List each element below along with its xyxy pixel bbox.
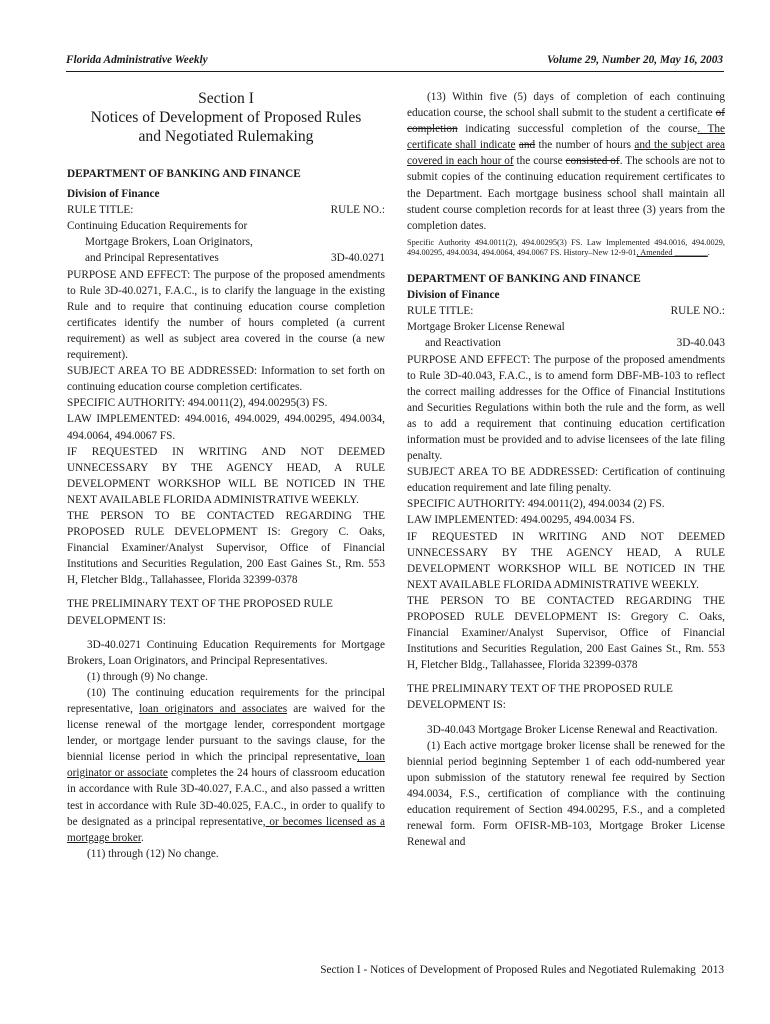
rule-no-label: RULE NO.: [330, 204, 385, 217]
rule-title-row [67, 202, 385, 218]
rule-subsection: (11) through (12) No change. [87, 847, 219, 860]
inserted-text: , or becomes licensed as a mortgage broker [67, 815, 385, 844]
inserted-text: . The certificate shall indicate [407, 123, 725, 152]
law-implemented-paragraph: LAW IMPLEMENTED: 494.0016, 494.0029, 494.00295, 494.0034, 494.0064, 494.0067 FS. [67, 413, 385, 442]
rule-title-line: and Principal Representatives [85, 252, 219, 265]
department-heading: DEPARTMENT OF BANKING AND FINANCE [407, 273, 641, 286]
publication-name: Florida Administrative Weekly [66, 54, 208, 66]
section-title-line2: and Negotiated Rulemaking [138, 128, 314, 145]
subject-paragraph: SUBJECT AREA TO BE ADDRESSED: Information to set forth on continuing education course completion certificates. [67, 365, 385, 394]
preliminary-text-heading: THE PRELIMINARY TEXT OF THE PROPOSED RULE DEVELOPMENT IS: [67, 598, 333, 627]
rule-title-row [407, 335, 725, 351]
rule-title-line: Mortgage Broker License Renewal [407, 321, 565, 334]
rule-title-line: and Reactivation [425, 337, 501, 350]
rule-number: 3D-40.043 [676, 337, 725, 350]
rule-no-label: RULE NO.: [670, 305, 725, 318]
inserted-text: loan originators and associates [139, 703, 288, 715]
deleted-text: of completion [407, 107, 725, 136]
page-number: 2013 [701, 964, 724, 976]
section-title-line1: Notices of Development of Proposed Rules [90, 109, 362, 126]
preliminary-text-heading: THE PRELIMINARY TEXT OF THE PROPOSED RULE DEVELOPMENT IS: [407, 683, 673, 712]
law-implemented-paragraph: LAW IMPLEMENTED: 494.00295, 494.0034 FS. [407, 514, 635, 527]
rule-title-line: Mortgage Brokers, Loan Originators, [85, 236, 253, 249]
division-heading: Division of Finance [407, 289, 500, 302]
right-column [407, 89, 725, 850]
rule-title-label: RULE TITLE: [67, 204, 134, 217]
purpose-paragraph: PURPOSE AND EFFECT: The purpose of the proposed amendments to Rule 3D-40.0271, F.A.C., is to clarify the language in the existing Rule and to require that continuing education course completion certificates identify the number of hours completed (a current requirement) as well as subject area covered in the course (a new requirement). [67, 268, 385, 362]
authority-paragraph: SPECIFIC AUTHORITY: 494.0011(2), 494.00295(3) FS. [67, 397, 328, 410]
inserted-text: and the subject area covered in each hour of [407, 139, 725, 168]
subject-paragraph: SUBJECT AREA TO BE ADDRESSED: Certification of continuing education requirement and late filing penalty. [407, 466, 725, 495]
inserted-text: , loan originator or associate [67, 751, 385, 780]
deleted-text: and [518, 139, 536, 152]
rule-title-row [407, 303, 725, 319]
authority-paragraph: SPECIFIC AUTHORITY: 494.0011(2), 494.0034 (2) FS. [407, 498, 665, 511]
department-heading: DEPARTMENT OF BANKING AND FINANCE [67, 168, 301, 180]
workshop-paragraph: IF REQUESTED IN WRITING AND NOT DEEMED UNNECESSARY BY THE AGENCY HEAD, A RULE DEVELOPMENT WORKSHOP WILL BE NOTICED IN THE NEXT AVAILABLE FLORIDA ADMINISTRATIVE WEEKLY. [67, 445, 385, 506]
rule-number: 3D-40.0271 [330, 252, 385, 265]
rule-title-row [67, 250, 385, 266]
rule-text-heading: 3D-40.043 Mortgage Broker License Renewal and Reactivation. [427, 723, 718, 736]
rule-subsection: (1) Each active mortgage broker license shall be renewed for the biennial period beginning September 1 of each odd-numbered year upon submission of the statutory renewal fee required by Section 494.0034, F.S., certification of compliance with the continuing education requirement of Section 494.00295, F.S., and a completed renewal form. Form OFISR-MB-103, Mortgage Broker License Renewal and [407, 739, 725, 849]
division-heading: Division of Finance [67, 188, 160, 201]
rule-text-heading: 3D-40.0271 Continuing Education Requirements for Mortgage Brokers, Loan Originators, and Principal Representatives. [67, 638, 385, 667]
footer-text: Section I - Notices of Development of Proposed Rules and Negotiated Rulemaking [320, 964, 696, 976]
rule-title-line: Continuing Education Requirements for [67, 220, 248, 233]
section-heading [67, 89, 385, 146]
left-column [67, 89, 385, 862]
rule-subsection: (13) Within five (5) days of completion of each continuing education course, the school shall submit to the student a certificate of completion indicating successful completion of the course. The certificate shall indicate and the number of hours and the subject area covered in each hour of the course consisted of. The schools are not to submit copies of the continuing education requirement certificates to the Department. Each mortgage business school shall maintain all student course completion records for at least three (3) years from the completion dates. [407, 91, 725, 232]
workshop-paragraph: IF REQUESTED IN WRITING AND NOT DEEMED UNNECESSARY BY THE AGENCY HEAD, A RULE DEVELOPMENT WORKSHOP WILL BE NOTICED IN THE NEXT AVAILABLE FLORIDA ADMINISTRATIVE WEEKLY. [407, 530, 725, 591]
history-note: Specific Authority 494.0011(2), 494.00295(3) FS. Law Implemented 494.0016, 494.0029, 494.00295, 494.0034, 494.0064, 494.0067 FS. History–New 12-9-01, Amended ________. [407, 237, 725, 258]
rule-title-label: RULE TITLE: [407, 305, 474, 318]
header-divider [66, 71, 724, 72]
contact-paragraph: THE PERSON TO BE CONTACTED REGARDING THE PROPOSED RULE DEVELOPMENT IS: Gregory C. Oaks, Financial Examiner/Analyst Supervisor, Office of Financial Institutions and Securities Regulation, 200 East Gaines St., Rm. 553 H, Fletcher Bldg., Tallahassee, Florida 32399-0378 [407, 594, 725, 672]
page-footer [320, 964, 724, 976]
rule-subsection: (10) The continuing education requirements for the principal representative, loan originators and associates are waived for the license renewal of the mortgage lender, correspondent mortgage lender, or mortgage lender pursuant to the savings clause, for the biennial license period in which the principal representative, loan originator or associate completes the 24 hours of classroom education in accordance with Rule 3D-40.027, F.A.C., and also passed a written test in accordance with Rule 3D-40.025, F.A.C., in order to qualify to be designated as a principal representative, or becomes licensed as a mortgage broker. [67, 686, 385, 844]
volume-info: Volume 29, Number 20, May 16, 2003 [546, 54, 723, 66]
rule-subsection: (1) through (9) No change. [87, 670, 208, 683]
contact-paragraph: THE PERSON TO BE CONTACTED REGARDING THE PROPOSED RULE DEVELOPMENT IS: Gregory C. Oaks, Financial Examiner/Analyst Supervisor, Office of Financial Institutions and Securities Regulation, 200 East Gaines St., Rm. 553 H, Fletcher Bldg., Tallahassee, Florida 32399-0378 [67, 509, 385, 587]
purpose-paragraph: PURPOSE AND EFFECT: The purpose of the proposed amendments to Rule 3D-40.043, F.A.C., is to amend form DBF-MB-103 to reflect the correct mailing addresses for the Office of Financial Institutions and Securities Regulations within both the rule and the form, as well as to add a requirement that continuing education certification information must be provided and to advise licensees of the late filing penalty. [407, 353, 725, 463]
section-number: Section I [198, 90, 254, 107]
deleted-text: consisted of [565, 155, 620, 168]
